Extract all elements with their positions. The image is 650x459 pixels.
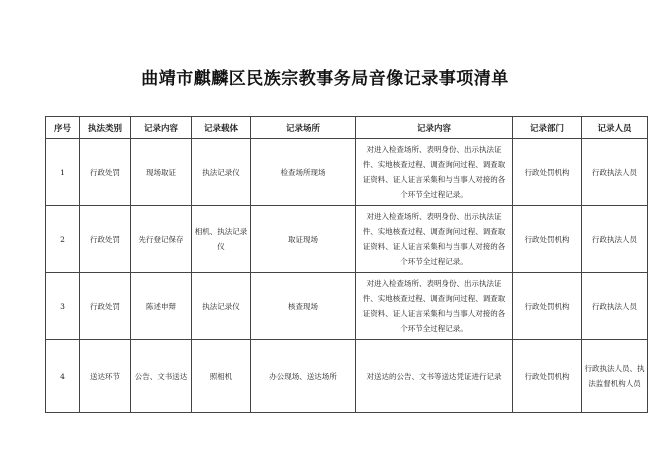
- cell-record-location: 核查现场: [251, 273, 356, 340]
- cell-record-location: 检查场所现场: [251, 139, 356, 206]
- cell-enforcement-type: 行政处罚: [80, 206, 131, 273]
- cell-record-location: 取证现场: [251, 206, 356, 273]
- cell-record-department: 行政处罚机构: [513, 206, 582, 273]
- cell-record-personnel: 行政执法人员: [582, 139, 648, 206]
- cell-enforcement-type: 行政处罚: [80, 139, 131, 206]
- cell-record-medium: 执法记录仪: [192, 273, 251, 340]
- header-enforcement-type: 执法类别: [80, 117, 131, 139]
- header-record-location: 记录场所: [251, 117, 356, 139]
- header-record-department: 记录部门: [513, 117, 582, 139]
- cell-record-department: 行政处罚机构: [513, 139, 582, 206]
- table-row: [46, 139, 648, 206]
- cell-record-detail: 对进入检查场所、表明身份、出示执法证件、实地核查过程、调查询问过程、调查取证资料、证人证言采集和与当事人对接的各个环节全过程记录。: [356, 273, 513, 340]
- header-record-medium: 记录载体: [192, 117, 251, 139]
- cell-record-medium: 相机、执法记录仪: [192, 206, 251, 273]
- header-record-personnel: 记录人员: [582, 117, 648, 139]
- cell-index: 3: [46, 273, 80, 340]
- cell-record-medium: 执法记录仪: [192, 139, 251, 206]
- cell-enforcement-type: 行政处罚: [80, 273, 131, 340]
- table-row: [46, 340, 648, 413]
- cell-record-medium: 照相机: [192, 340, 251, 413]
- cell-index: 1: [46, 139, 80, 206]
- cell-record-item: 陈述申辩: [131, 273, 192, 340]
- cell-record-department: 行政处罚机构: [513, 340, 582, 413]
- cell-record-personnel: 行政执法人员: [582, 206, 648, 273]
- cell-record-detail: 对送达的公告、文书等送达凭证进行记录: [356, 340, 513, 413]
- table-row: [46, 273, 648, 340]
- cell-index: 2: [46, 206, 80, 273]
- table-row: [46, 206, 648, 273]
- cell-index: 4: [46, 340, 80, 413]
- cell-enforcement-type: 送达环节: [80, 340, 131, 413]
- record-table: [45, 116, 648, 413]
- cell-record-item: 先行登记保存: [131, 206, 192, 273]
- document-title: 曲靖市麒麟区民族宗教事务局音像记录事项清单: [141, 69, 509, 89]
- header-record-detail: 记录内容: [356, 117, 513, 139]
- table-header-row: [46, 117, 648, 139]
- header-index: 序号: [46, 117, 80, 139]
- cell-record-detail: 对进入检查场所、表明身份、出示执法证件、实地核查过程、调查询问过程、调查取证资料、证人证言采集和与当事人对接的各个环节全过程记录。: [356, 139, 513, 206]
- cell-record-item: 公告、文书送达: [131, 340, 192, 413]
- header-record-item: 记录内容: [131, 117, 192, 139]
- cell-record-location: 办公现场、送达场所: [251, 340, 356, 413]
- cell-record-department: 行政处罚机构: [513, 273, 582, 340]
- cell-record-item: 现场取证: [131, 139, 192, 206]
- cell-record-detail: 对进入检查场所、表明身份、出示执法证件、实地核查过程、调查询问过程、调查取证资料、证人证言采集和与当事人对接的各个环节全过程记录。: [356, 206, 513, 273]
- cell-record-personnel: 行政执法人员、执法监督机构人员: [582, 340, 648, 413]
- cell-record-personnel: 行政执法人员: [582, 273, 648, 340]
